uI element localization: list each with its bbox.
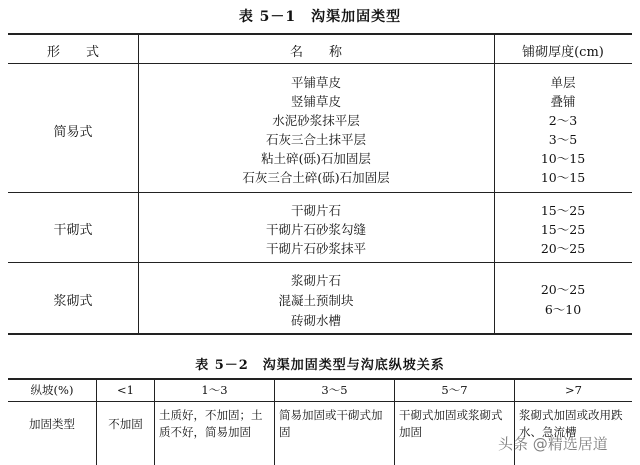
table1-header-name: 名 称 xyxy=(289,45,342,60)
table-cell: 5～7 xyxy=(441,383,468,397)
table-cell: 1～3 xyxy=(201,383,228,397)
table-cell: 20～25 xyxy=(540,282,586,297)
table-cell: 简易加固或干砌式加固 xyxy=(279,408,383,439)
table-cell: 6～10 xyxy=(544,302,582,317)
table-cell: 10～15 xyxy=(540,151,586,166)
table1-group-divider xyxy=(8,192,632,193)
table-cell: 2～3 xyxy=(548,113,578,128)
table1-header-thickness: 铺砌厚度(cm) xyxy=(522,45,604,60)
table-cell: 15～25 xyxy=(540,222,586,237)
table-cell: 15～25 xyxy=(540,203,586,218)
group-type-label: 浆砌式 xyxy=(53,294,93,309)
table-cell: 3～5 xyxy=(321,383,348,397)
table1-group-divider xyxy=(8,262,632,263)
table-cell: 3～5 xyxy=(548,132,578,147)
table-cell: 竖铺草皮 xyxy=(290,94,341,109)
table-cell: 水泥砂浆抹平层 xyxy=(272,113,360,128)
table-cell: 混凝土预制块 xyxy=(278,293,354,308)
table-cell: 石灰三合土抹平层 xyxy=(265,132,366,147)
table-cell: 石灰三合土碎(砾)石加固层 xyxy=(242,170,390,185)
table-cell: 干砌片石砂浆勾缝 xyxy=(265,222,366,237)
table1-header-type: 形 式 xyxy=(46,45,99,60)
table-cell: 不加固 xyxy=(108,416,143,431)
table-cell: 浆砌片石 xyxy=(290,273,341,288)
table-cell: 粘土碎(砾)石加固层 xyxy=(261,151,371,166)
group-type-label: 干砌式 xyxy=(53,223,93,238)
table-cell: 单层 xyxy=(550,75,576,90)
table2-row-label: 纵坡(%) xyxy=(30,383,74,397)
table1-title: 表 5－1 沟渠加固类型 xyxy=(238,9,402,25)
table-cell: 叠铺 xyxy=(550,94,576,109)
table-cell: 土质好，不加固；土质不好，简易加固 xyxy=(159,408,263,439)
table-cell: 干砌片石砂浆抹平 xyxy=(265,241,366,256)
table-cell: <1 xyxy=(117,383,134,397)
table-cell: 平铺草皮 xyxy=(290,75,341,90)
table-cell: 干砌式加固或浆砌式加固 xyxy=(399,408,503,439)
table2-row-label: 加固类型 xyxy=(29,416,75,431)
table2-title: 表 5－2 沟渠加固类型与沟底纵坡关系 xyxy=(195,358,445,373)
group-type-label: 简易式 xyxy=(53,125,93,140)
table-cell: 干砌片石 xyxy=(290,203,341,218)
table-cell: 10～15 xyxy=(540,170,586,185)
table-cell: 20～25 xyxy=(540,241,586,256)
watermark: 头条 @精选居道 xyxy=(498,435,608,453)
table-cell: 砖砌水槽 xyxy=(290,313,341,328)
table-cell: 浆砌式加固或改用跌水、急流槽 xyxy=(519,408,623,439)
table1-header-rule xyxy=(8,63,632,64)
table-cell: >7 xyxy=(565,383,582,397)
table1-top-rule xyxy=(8,33,632,35)
table1-bottom-rule xyxy=(8,333,632,335)
